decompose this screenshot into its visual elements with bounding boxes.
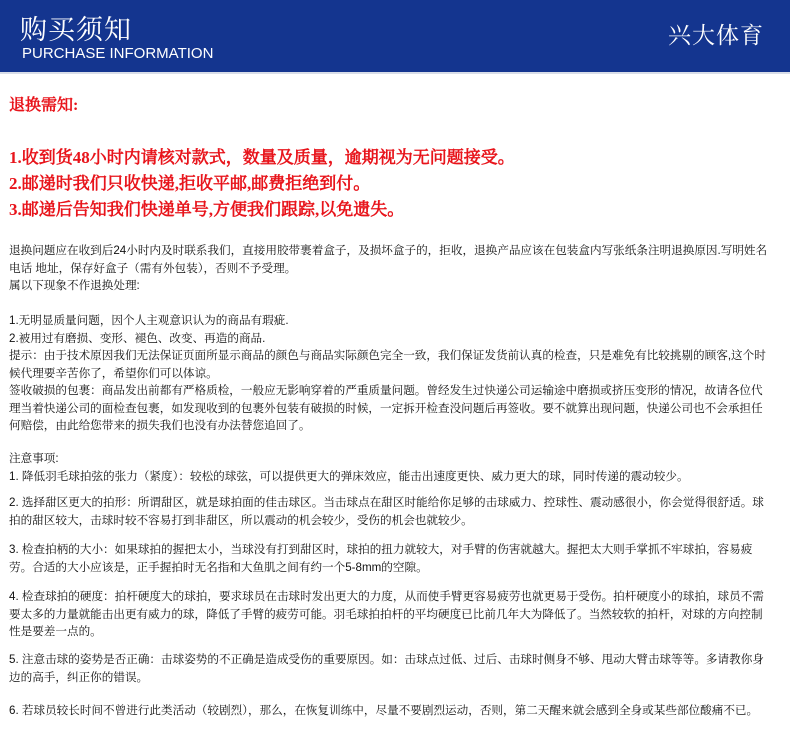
note-item: 2. 选择甜区更大的拍形：所谓甜区，就是球拍面的佳击球区。当击球点在甜区时能给你足够的击球威力、控球性、震动感很小，你会觉得很舒适。球拍的甜区较大，击球时较不容易打到非甜区，所以震动的机会较少，受伤的机会也就较少。	[9, 496, 764, 527]
exclusion-item: 1.无明显质量问题，因个人主观意识认为的商品有瑕疵.	[9, 314, 289, 327]
notes-section	[9, 450, 774, 485]
return-notice-item: 3.邮递后告知我们快递单号,方便我们跟踪,以免遗失。	[9, 200, 405, 219]
exclusion-title: 属以下现象不作退换处理:	[9, 279, 140, 292]
policy-intro-section	[9, 242, 774, 295]
notes-title: 注意事项:	[9, 452, 59, 465]
page-header	[0, 0, 790, 74]
note-item: 3. 检查拍柄的大小：如果球拍的握把太小，当球没有打到甜区时，球拍的扭力就较大，对手臂的伤害就越大。握把太大则手掌抓不牢球拍，容易疲劳。合适的大小应该是，正手握拍时无名指和大鱼肌之间有约一个5-8mm的空隙。	[9, 543, 753, 574]
note-item: 4. 检查球拍的硬度：拍杆硬度大的球拍，要求球员在击球时发出更大的力度，从而使手臂更容易疲劳也就更易于受伤。拍杆硬度小的球拍，球员不需要太多的力量就能击出更有威力的球，降低了手臂的疲劳可能。羽毛球拍拍杆的平均硬度已比前几年大为降低了。当然较软的拍杆，对球的方向控制性是要差一点的。	[9, 590, 764, 638]
return-notice-item: 2.邮递时我们只收快递,拒收平邮,邮费拒绝到付。	[9, 174, 371, 193]
return-notice-item: 1.收到货48小时内请核对款式，数量及质量，逾期视为无问题接受。	[9, 148, 515, 167]
note-item: 5. 注意击球的姿势是否正确：击球姿势的不正确是造成受伤的重要原因。如：击球点过低、过后、击球时侧身不够、甩动大臂击球等等。多请教你身边的高手，纠正你的错误。	[9, 653, 764, 684]
policy-intro: 退换问题应在收到后24小时内及时联系我们，直接用胶带裹着盒子，及损坏盒子的，拒收，退换产品应该在包装盒内写张纸条注明退换原因.写明姓名电话 地址，保存好盒子（需有外包装），否则不予受理。	[9, 244, 768, 275]
exclusion-item: 2.被用过有磨损、变形、褪色、改变、再造的商品.	[9, 331, 266, 345]
policy-details-section	[9, 312, 774, 435]
header-title: 购买须知	[20, 15, 132, 45]
note-item: 1. 降低羽毛球拍弦的张力（紧度）：较松的球弦，可以提供更大的弹床效应，能击出速度更快、威力更大的球，同时传递的震动较少。	[9, 469, 689, 483]
note-item: 6. 若球员较长时间不曾进行此类活动（较剧烈），那么，在恢复训练中，尽量不要剧烈运动，否则，第二天醒来就会感到全身或某些部位酸痛不已。	[9, 704, 759, 717]
color-tip: 提示：由于技术原因我们无法保证页面所显示商品的颜色与商品实际颜色完全一致，我们保证发货前认真的检查，只是难免有比较挑剔的顾客,这个时候代理要辛苦你了，希望你们可以体谅。	[9, 349, 766, 380]
header-subtitle: PURCHASE INFORMATION	[22, 45, 214, 62]
brand-name: 兴大体育	[668, 22, 764, 48]
damaged-package-note: 签收破损的包裹：商品发出前都有严格质检，一般应无影响穿着的严重质量问题。曾经发生过快递公司运输途中磨损或挤压变形的情况，故请各位代理当着快递公司的面检查包裹，如发现收到的包裹外包装有破损的时候，一定拆开检查没问题后再签收。要不就算出现问题，快递公司也不会承担任何赔偿，由此给您带来的损失我们也没有办法替您追回了。	[9, 384, 763, 432]
return-notice-title: 退换需知:	[9, 97, 79, 114]
